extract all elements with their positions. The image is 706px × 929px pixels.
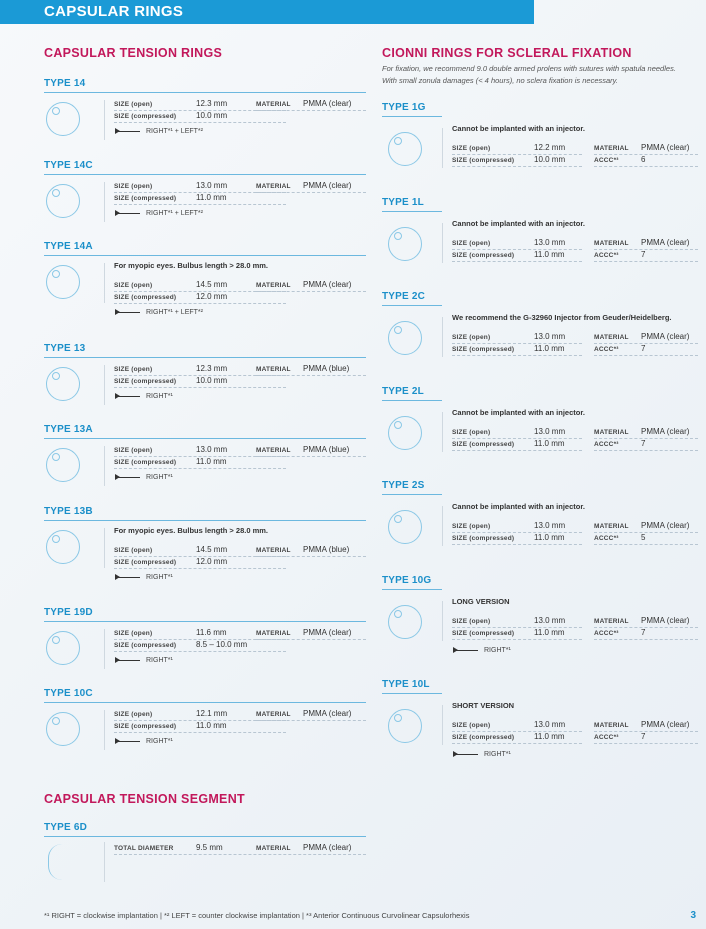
- type-rule: [382, 211, 442, 212]
- cionni-type-block: [382, 575, 700, 661]
- column-divider: [442, 223, 443, 263]
- size-comp-value: 11.0 mm: [534, 628, 565, 637]
- material-label: MATERIAL: [256, 183, 291, 190]
- type-block: [44, 607, 366, 687]
- material-label: MATERIAL: [594, 523, 629, 530]
- size-open-value: 13.0 mm: [196, 181, 228, 190]
- size-open-label: SIZE (open): [452, 145, 491, 152]
- size-open-value: 13.0 mm: [196, 445, 228, 454]
- type-rule: [382, 494, 442, 495]
- arrow-icon: [116, 660, 140, 661]
- type-block: [44, 160, 366, 240]
- material-value: PMMA (clear): [303, 181, 352, 190]
- direction-text: RIGHT*¹: [484, 751, 511, 758]
- material-value: PMMA (blue): [303, 445, 350, 454]
- column-divider: [104, 100, 105, 140]
- type-title: TYPE 14C: [44, 160, 93, 171]
- size-open-label: SIZE (open): [114, 366, 153, 373]
- size-comp-label: SIZE (compressed): [114, 195, 177, 202]
- accc-row: [594, 438, 698, 451]
- size-open-value: 11.6 mm: [196, 628, 227, 637]
- type-note: SHORT VERSION: [452, 701, 515, 710]
- segment-material-label: MATERIAL: [256, 845, 291, 852]
- type-block: [44, 78, 366, 158]
- material-label: MATERIAL: [594, 240, 629, 247]
- size-comp-value: 11.0 mm: [196, 721, 227, 730]
- direction-text: RIGHT*¹ + LEFT*²: [146, 128, 203, 135]
- material-value: PMMA (clear): [641, 332, 690, 341]
- type-rule: [44, 520, 366, 521]
- direction-text: RIGHT*¹: [146, 393, 173, 400]
- accc-value: 7: [641, 344, 646, 353]
- implantation-direction: [116, 574, 173, 581]
- cionni-type-block: [382, 679, 700, 765]
- accc-value: 6: [641, 155, 646, 164]
- material-label: MATERIAL: [256, 447, 291, 454]
- accc-label: ACCC*³: [594, 252, 619, 259]
- type-rule: [44, 255, 366, 256]
- size-comp-label: SIZE (compressed): [114, 113, 177, 120]
- type-title: TYPE 10C: [44, 688, 93, 699]
- size-comp-row: [452, 731, 582, 744]
- material-label: MATERIAL: [256, 101, 291, 108]
- material-label: MATERIAL: [594, 145, 629, 152]
- accc-row: [594, 154, 698, 167]
- arrow-icon: [116, 396, 140, 397]
- cionni-ring-icon: [388, 709, 422, 743]
- type-rule: [382, 693, 442, 694]
- size-open-label: SIZE (open): [114, 447, 153, 454]
- accc-row: [594, 627, 698, 640]
- type-block: [44, 343, 366, 423]
- accc-value: 7: [641, 732, 646, 741]
- column-divider: [442, 317, 443, 357]
- direction-text: RIGHT*¹: [484, 647, 511, 654]
- type-block: [44, 424, 366, 504]
- segment-diameter-value: 9.5 mm: [196, 843, 223, 852]
- size-comp-row: [114, 720, 286, 733]
- size-open-label: SIZE (open): [452, 240, 491, 247]
- segment-rule: [44, 836, 366, 837]
- size-open-value: 13.0 mm: [534, 720, 566, 729]
- size-comp-label: SIZE (compressed): [114, 378, 177, 385]
- type-note: For myopic eyes. Bulbus length > 28.0 mm.: [114, 526, 269, 535]
- type-title: TYPE 13B: [44, 506, 93, 517]
- type-note: For myopic eyes. Bulbus length > 28.0 mm.: [114, 261, 269, 270]
- accc-row: [594, 731, 698, 744]
- material-value: PMMA (clear): [303, 280, 352, 289]
- direction-text: RIGHT*¹ + LEFT*²: [146, 309, 203, 316]
- segment-icon: [48, 844, 63, 880]
- column-divider: [442, 601, 443, 641]
- column-divider: [104, 263, 105, 303]
- implantation-direction: [116, 657, 173, 664]
- material-value: PMMA (clear): [641, 427, 690, 436]
- size-comp-row: [452, 154, 582, 167]
- ring-icon: [46, 102, 80, 136]
- material-value: PMMA (clear): [303, 628, 352, 637]
- cionni-type-block: [382, 102, 700, 188]
- ring-icon: [46, 367, 80, 401]
- arrow-icon: [116, 577, 140, 578]
- type-rule: [44, 621, 366, 622]
- segment-material-value: PMMA (clear): [303, 843, 352, 852]
- column-divider: [104, 710, 105, 750]
- type-note: Cannot be implanted with an injector.: [452, 124, 585, 133]
- size-open-value: 13.0 mm: [534, 238, 566, 247]
- right-section-title: CIONNI RINGS FOR SCLERAL FIXATION: [382, 46, 632, 60]
- size-open-value: 12.3 mm: [196, 364, 228, 373]
- material-value: PMMA (clear): [641, 616, 690, 625]
- column-divider: [442, 412, 443, 452]
- implantation-direction: [116, 210, 203, 217]
- implantation-direction: [116, 393, 173, 400]
- type-title: TYPE 13A: [44, 424, 93, 435]
- type-note: Cannot be implanted with an injector.: [452, 502, 585, 511]
- cionni-ring-icon: [388, 227, 422, 261]
- type-title: TYPE 19D: [44, 607, 93, 618]
- type-title: TYPE 2L: [382, 386, 424, 397]
- size-open-label: SIZE (open): [452, 334, 491, 341]
- accc-row: [594, 343, 698, 356]
- material-label: MATERIAL: [594, 618, 629, 625]
- cionni-type-block: [382, 291, 700, 377]
- implantation-direction: [454, 751, 511, 758]
- implantation-direction: [116, 738, 173, 745]
- ring-icon: [46, 712, 80, 746]
- type-title: TYPE 1G: [382, 102, 426, 113]
- material-label: MATERIAL: [594, 334, 629, 341]
- type-note: LONG VERSION: [452, 597, 510, 606]
- size-comp-row: [114, 456, 286, 469]
- column-divider: [104, 182, 105, 222]
- arrow-icon: [454, 754, 478, 755]
- size-comp-label: SIZE (compressed): [452, 734, 515, 741]
- size-comp-row: [452, 249, 582, 262]
- accc-row: [594, 249, 698, 262]
- accc-value: 5: [641, 533, 646, 542]
- size-comp-label: SIZE (compressed): [452, 441, 515, 448]
- cionni-ring-icon: [388, 416, 422, 450]
- segment-diameter-label: TOTAL DIAMETER: [114, 845, 174, 852]
- size-comp-value: 12.0 mm: [196, 292, 228, 301]
- material-value: PMMA (clear): [641, 521, 690, 530]
- size-open-label: SIZE (open): [452, 523, 491, 530]
- cionni-ring-icon: [388, 321, 422, 355]
- material-value: PMMA (clear): [641, 238, 690, 247]
- ring-icon: [46, 530, 80, 564]
- material-value: PMMA (blue): [303, 545, 350, 554]
- ring-icon: [46, 631, 80, 665]
- type-title: TYPE 2C: [382, 291, 426, 302]
- size-open-label: SIZE (open): [114, 101, 153, 108]
- accc-row: [594, 532, 698, 545]
- page-banner: CAPSULAR RINGS: [0, 0, 534, 24]
- arrow-icon: [116, 213, 140, 214]
- arrow-icon: [116, 741, 140, 742]
- size-comp-label: SIZE (compressed): [452, 630, 515, 637]
- size-open-label: SIZE (open): [114, 630, 153, 637]
- size-open-label: SIZE (open): [114, 711, 153, 718]
- material-value: PMMA (clear): [641, 143, 690, 152]
- ring-icon: [46, 184, 80, 218]
- material-label: MATERIAL: [594, 722, 629, 729]
- accc-label: ACCC*³: [594, 157, 619, 164]
- type-title: TYPE 14: [44, 78, 86, 89]
- cionni-type-block: [382, 197, 700, 283]
- size-open-value: 13.0 mm: [534, 521, 566, 530]
- size-comp-value: 11.0 mm: [534, 250, 565, 259]
- type-title: TYPE 1L: [382, 197, 424, 208]
- type-rule: [382, 589, 442, 590]
- segment-row: [114, 842, 366, 855]
- material-value: PMMA (blue): [303, 364, 350, 373]
- material-value: PMMA (clear): [303, 709, 352, 718]
- type-title: TYPE 10G: [382, 575, 432, 586]
- size-open-value: 14.5 mm: [196, 545, 228, 554]
- direction-text: RIGHT*¹: [146, 738, 173, 745]
- size-open-value: 13.0 mm: [534, 332, 566, 341]
- size-comp-row: [452, 438, 582, 451]
- page-number: 3: [690, 910, 696, 921]
- size-comp-label: SIZE (compressed): [114, 294, 177, 301]
- column-divider: [442, 705, 443, 745]
- material-label: MATERIAL: [256, 366, 291, 373]
- size-open-value: 12.3 mm: [196, 99, 228, 108]
- material-value: PMMA (clear): [641, 720, 690, 729]
- type-title: TYPE 14A: [44, 241, 93, 252]
- arrow-icon: [454, 650, 478, 651]
- size-open-value: 13.0 mm: [534, 427, 566, 436]
- size-open-label: SIZE (open): [114, 547, 153, 554]
- column-divider: [442, 128, 443, 168]
- size-comp-row: [452, 343, 582, 356]
- arrow-icon: [116, 312, 140, 313]
- size-comp-row: [114, 375, 286, 388]
- size-comp-label: SIZE (compressed): [452, 252, 515, 259]
- size-comp-row: [114, 110, 286, 123]
- material-label: MATERIAL: [256, 282, 291, 289]
- size-comp-row: [114, 639, 286, 652]
- cionni-ring-icon: [388, 510, 422, 544]
- column-divider: [104, 528, 105, 568]
- size-comp-value: 10.0 mm: [534, 155, 566, 164]
- accc-value: 7: [641, 250, 646, 259]
- type-rule: [44, 702, 366, 703]
- size-comp-label: SIZE (compressed): [114, 723, 177, 730]
- implantation-direction: [116, 128, 203, 135]
- size-open-value: 14.5 mm: [196, 280, 228, 289]
- size-comp-value: 11.0 mm: [534, 732, 565, 741]
- direction-text: RIGHT*¹: [146, 657, 173, 664]
- type-block: [44, 506, 366, 586]
- column-divider: [104, 629, 105, 669]
- size-open-label: SIZE (open): [114, 282, 153, 289]
- type-title: TYPE 13: [44, 343, 86, 354]
- type-block: [44, 241, 366, 321]
- type-rule: [382, 400, 442, 401]
- accc-label: ACCC*³: [594, 441, 619, 448]
- size-open-label: SIZE (open): [452, 618, 491, 625]
- size-comp-label: SIZE (compressed): [114, 642, 177, 649]
- direction-text: RIGHT*¹: [146, 474, 173, 481]
- accc-value: 7: [641, 628, 646, 637]
- size-comp-row: [452, 627, 582, 640]
- size-comp-label: SIZE (compressed): [452, 157, 515, 164]
- material-label: MATERIAL: [256, 547, 291, 554]
- size-comp-value: 11.0 mm: [196, 457, 227, 466]
- size-comp-label: SIZE (compressed): [114, 559, 177, 566]
- size-open-label: SIZE (open): [452, 722, 491, 729]
- type-note: We recommend the G-32960 Injector from Geuder/Heidelberg.: [452, 313, 672, 322]
- footnote: *¹ RIGHT = clockwise implantation | *² LEFT = counter clockwise implantation | *³ Anterior Continuous Curvolinear Capsulorhexis: [44, 911, 470, 920]
- segment-section-title: CAPSULAR TENSION SEGMENT: [44, 792, 245, 806]
- type-title: TYPE 2S: [382, 480, 425, 491]
- size-comp-value: 10.0 mm: [196, 111, 228, 120]
- size-comp-row: [114, 556, 286, 569]
- left-section-title: CAPSULAR TENSION RINGS: [44, 46, 223, 60]
- size-open-value: 12.1 mm: [196, 709, 228, 718]
- size-comp-label: SIZE (compressed): [452, 535, 515, 542]
- type-rule: [44, 438, 366, 439]
- type-rule: [44, 357, 366, 358]
- column-divider: [104, 446, 105, 486]
- type-block: [44, 688, 366, 768]
- size-comp-label: SIZE (compressed): [114, 459, 177, 466]
- size-open-label: SIZE (open): [114, 183, 153, 190]
- accc-label: ACCC*³: [594, 734, 619, 741]
- accc-label: ACCC*³: [594, 535, 619, 542]
- cionni-ring-icon: [388, 605, 422, 639]
- size-open-value: 12.2 mm: [534, 143, 566, 152]
- implantation-direction: [116, 309, 203, 316]
- size-comp-value: 11.0 mm: [196, 193, 227, 202]
- size-comp-value: 11.0 mm: [534, 344, 565, 353]
- segment-divider: [104, 842, 105, 882]
- right-subtitle-2: With small zonula damages (< 4 hours), no sclera fixation is necessary.: [382, 76, 618, 85]
- ring-icon: [46, 265, 80, 299]
- direction-text: RIGHT*¹: [146, 574, 173, 581]
- material-label: MATERIAL: [256, 630, 291, 637]
- accc-label: ACCC*³: [594, 346, 619, 353]
- segment-block: [44, 822, 366, 892]
- size-comp-value: 8.5 – 10.0 mm: [196, 640, 248, 649]
- cionni-type-block: [382, 480, 700, 566]
- segment-type-title: TYPE 6D: [44, 822, 88, 833]
- implantation-direction: [116, 474, 173, 481]
- cionni-type-block: [382, 386, 700, 472]
- implantation-direction: [454, 647, 511, 654]
- size-comp-row: [114, 192, 286, 205]
- material-label: MATERIAL: [594, 429, 629, 436]
- size-comp-value: 11.0 mm: [534, 439, 565, 448]
- size-comp-value: 11.0 mm: [534, 533, 565, 542]
- column-divider: [104, 365, 105, 405]
- direction-text: RIGHT*¹ + LEFT*²: [146, 210, 203, 217]
- size-comp-label: SIZE (compressed): [452, 346, 515, 353]
- type-rule: [382, 116, 442, 117]
- size-comp-value: 12.0 mm: [196, 557, 228, 566]
- type-note: Cannot be implanted with an injector.: [452, 408, 585, 417]
- type-title: TYPE 10L: [382, 679, 430, 690]
- type-rule: [44, 174, 366, 175]
- size-comp-row: [452, 532, 582, 545]
- type-rule: [44, 92, 366, 93]
- accc-value: 7: [641, 439, 646, 448]
- right-subtitle-1: For fixation, we recommend 9.0 double armed prolens with sutures with spatula needles.: [382, 64, 676, 73]
- type-note: Cannot be implanted with an injector.: [452, 219, 585, 228]
- ring-icon: [46, 448, 80, 482]
- size-comp-row: [114, 291, 286, 304]
- type-rule: [382, 305, 442, 306]
- size-open-value: 13.0 mm: [534, 616, 566, 625]
- material-value: PMMA (clear): [303, 99, 352, 108]
- material-label: MATERIAL: [256, 711, 291, 718]
- size-comp-value: 10.0 mm: [196, 376, 228, 385]
- accc-label: ACCC*³: [594, 630, 619, 637]
- column-divider: [442, 506, 443, 546]
- size-open-label: SIZE (open): [452, 429, 491, 436]
- arrow-icon: [116, 131, 140, 132]
- arrow-icon: [116, 477, 140, 478]
- cionni-ring-icon: [388, 132, 422, 166]
